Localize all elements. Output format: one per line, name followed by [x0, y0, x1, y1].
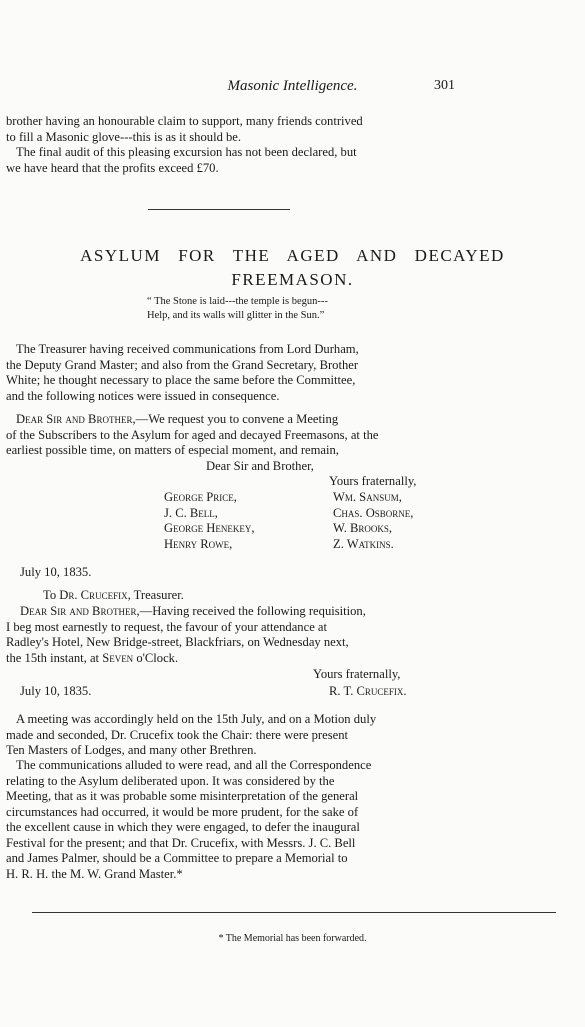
paragraph-treasurer — [6, 342, 572, 404]
motto-line-1: “ The Stone is laid---the temple is begun--- — [147, 296, 328, 307]
letter-one-closing: Dear Sir and Brother, — [206, 459, 314, 473]
text-line: Festival for the present; and that Dr. Crucefix, with Messrs. J. C. Bell — [6, 835, 356, 850]
signatory: J. C. Bell, — [164, 505, 218, 520]
text-line: Ten Masters of Lodges, and many other Brethren. — [6, 743, 257, 757]
text-line: brother having an honourable claim to support, many friends contrived — [6, 114, 363, 128]
text-line: to fill a Masonic glove---this is as it should be. — [6, 129, 242, 144]
signatories-right — [333, 490, 413, 552]
text-line: White; he thought necessary to place the same before the Committee, — [6, 373, 356, 387]
text-line: of the Subscribers to the Asylum for aged and decayed Freemasons, at the — [6, 427, 379, 442]
article-title-line-1: ASYLUM FOR THE AGED AND DECAYED — [80, 246, 505, 265]
text-line: H. R. H. the M. W. Grand Master.* — [6, 866, 183, 881]
letter-one-yours: Yours fraternally, — [329, 474, 417, 488]
text-line: and the following notices were issued in consequence. — [6, 388, 280, 403]
text-line: Meeting, that as it was probable some misinterpretation of the general — [6, 789, 359, 803]
motto-line-2: Help, and its walls will glitter in the Sun.” — [147, 310, 325, 321]
signatory: George Price, — [164, 490, 237, 504]
text-line: earliest possible time, on matters of especial moment, and remain, — [6, 443, 339, 457]
paragraph-meeting — [6, 712, 572, 759]
paragraph-communications — [6, 758, 572, 882]
text-line: I beg most earnestly to request, the favour of your attendance at — [6, 619, 328, 634]
signatories-left — [164, 490, 254, 552]
letter-two-yours: Yours fraternally, — [313, 667, 401, 681]
text-line: relating to the Asylum deliberated upon. It was considered by the — [6, 773, 335, 788]
salutation: Dear Sir and Brother, — [20, 604, 140, 618]
text-line: made and seconded, Dr. Crucefix took the Chair: there were present — [6, 727, 349, 742]
intro-paragraph — [6, 114, 572, 176]
letter-two-address: To Dr. Crucefix, Treasurer. — [43, 588, 184, 602]
text-line: the excellent cause in which they were engaged, to defer the inaugural — [6, 820, 360, 834]
footnote-divider — [32, 912, 556, 913]
page-number: 301 — [434, 78, 455, 93]
text-line: the Deputy Grand Master; and also from the Grand Secretary, Brother — [6, 357, 359, 372]
signatory: W. Brooks, — [333, 521, 393, 535]
text-line: we have heard that the profits exceed £70. — [6, 160, 219, 175]
letter-one-body — [6, 412, 572, 459]
text-line: Dear Sir and Brother,—Having received the following requisition, — [20, 604, 366, 618]
salutation: Dear Sir and Brother, — [16, 412, 136, 426]
signatory: Chas. Osborne, — [333, 505, 414, 520]
section-divider — [148, 209, 290, 210]
running-title: Masonic Intelligence. — [227, 78, 358, 94]
letter-one-date: July 10, 1835. — [20, 565, 92, 579]
article-title-line-2: FREEMASON. — [231, 270, 354, 289]
text-line: The communications alluded to were read, and all the Correspondence — [16, 758, 372, 772]
text-line: circumstances had occurred, it would be more prudent, for the sake of — [6, 804, 359, 819]
text-line: A meeting was accordingly held on the 15th July, and on a Motion duly — [16, 712, 377, 726]
letter-two-date: July 10, 1835. — [20, 684, 92, 698]
text-line: the 15th instant, at Seven o'Clock. — [6, 650, 179, 665]
text-line: and James Palmer, should be a Committee to prepare a Memorial to — [6, 851, 348, 865]
signatory: Z. Watkins. — [333, 536, 394, 551]
text-line: Dear Sir and Brother,—We request you to convene a Meeting — [16, 412, 339, 426]
text-line: The final audit of this pleasing excursion has not been declared, but — [16, 145, 357, 159]
letter-two-signature: R. T. Crucefix. — [329, 684, 407, 698]
letter-two-body — [6, 604, 572, 666]
signatory: Wm. Sansum, — [333, 490, 402, 504]
signatory: Henry Rowe, — [164, 536, 233, 551]
text-line: Radley's Hotel, New Bridge-street, Blackfriars, on Wednesday next, — [6, 635, 349, 649]
signatory: George Henekey, — [164, 521, 255, 535]
text-line: The Treasurer having received communications from Lord Durham, — [16, 342, 359, 356]
footnote: * The Memorial has been forwarded. — [218, 933, 367, 944]
